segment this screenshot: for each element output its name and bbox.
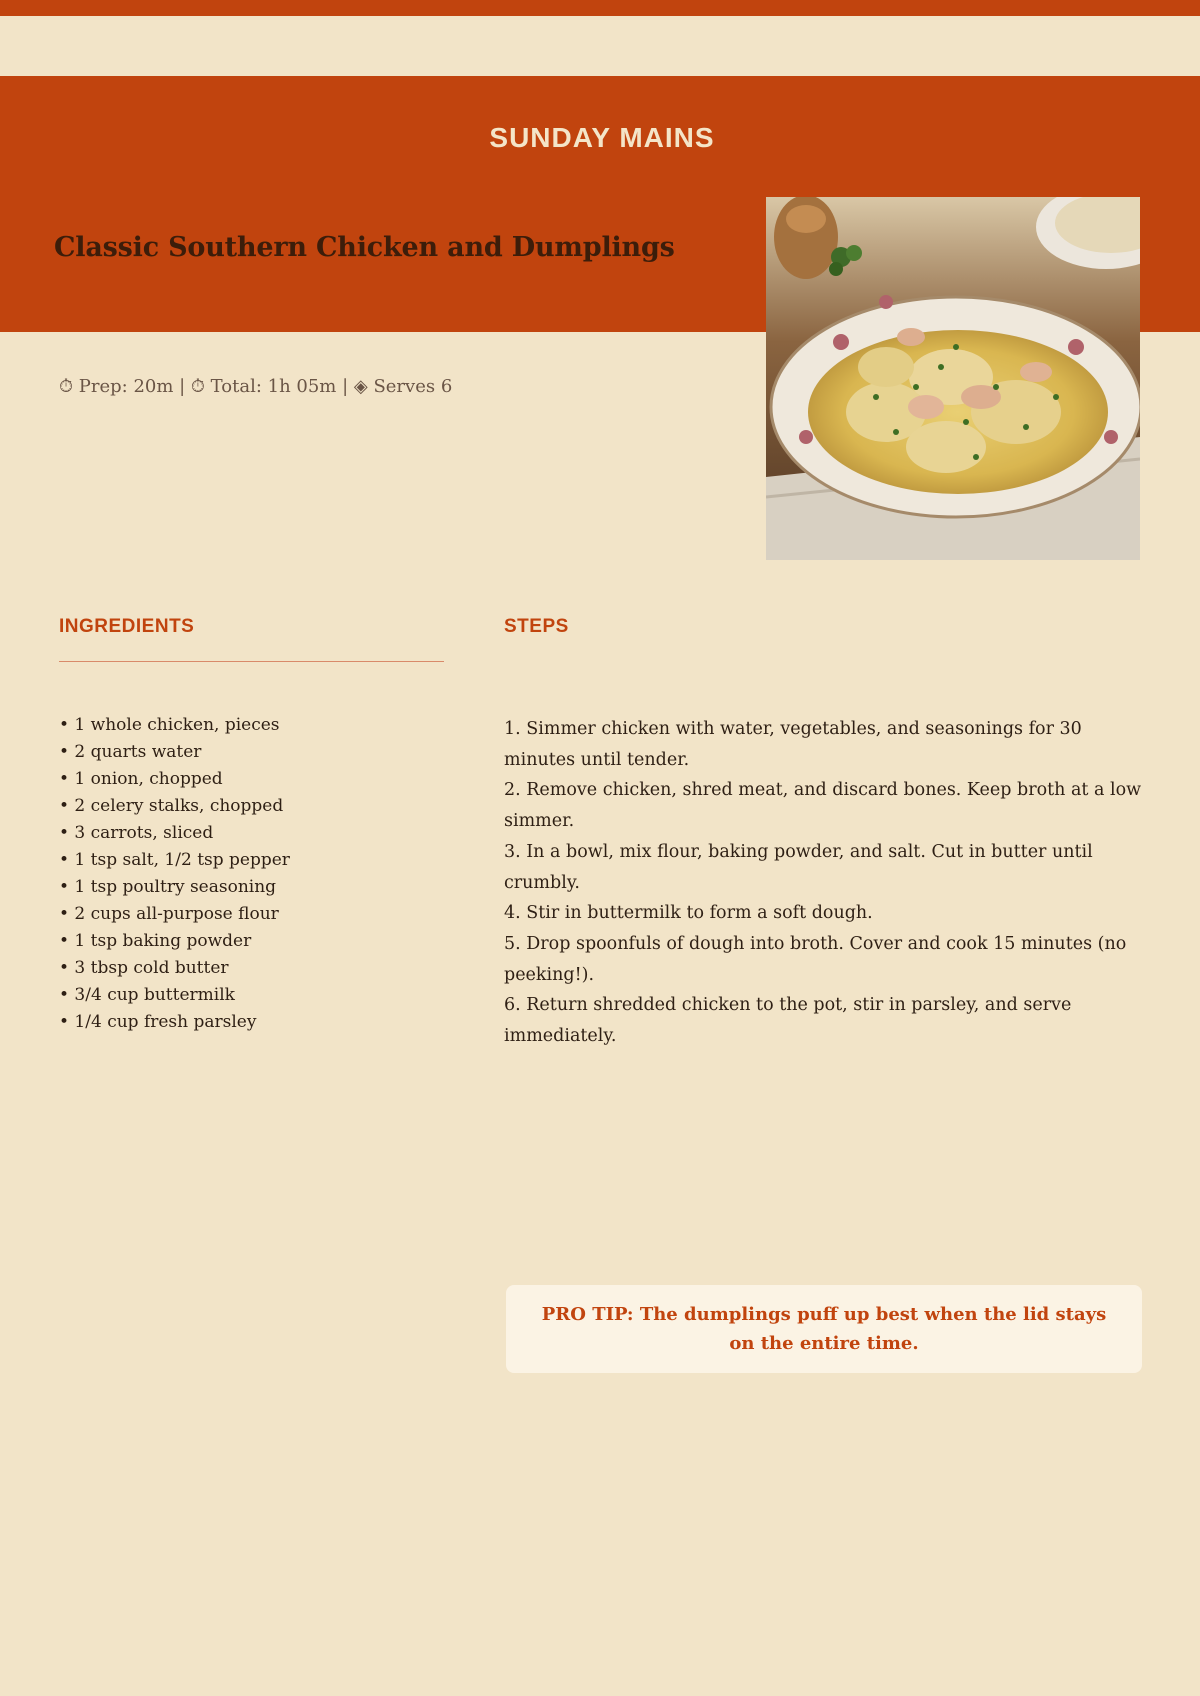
recipe-title: Classic Southern Chicken and Dumplings	[54, 232, 675, 263]
recipe-meta: ⏱ Prep: 20m | ⏱ Total: 1h 05m | ◈ Serves 6	[59, 376, 453, 397]
steps-heading: STEPS	[504, 616, 569, 637]
step-item: 5. Drop spoonfuls of dough into broth. Cover and cook 15 minutes (no peeking!).	[504, 933, 1127, 985]
ingredient-item: • 1/4 cup fresh parsley	[59, 1012, 257, 1032]
section-title: SUNDAY MAINS	[489, 122, 715, 153]
step-item: 2. Remove chicken, shred meat, and discard bones. Keep broth at a low simmer.	[504, 780, 1142, 832]
ingredients-list	[59, 712, 290, 1036]
ingredient-item: • 3/4 cup buttermilk	[59, 985, 235, 1005]
ingredient-item: • 2 celery stalks, chopped	[59, 796, 284, 816]
top-accent-strip	[0, 0, 1200, 16]
ingredient-item: • 1 tsp baking powder	[59, 931, 252, 951]
ingredient-item: • 1 onion, chopped	[59, 769, 223, 789]
ingredients-divider	[59, 661, 444, 662]
step-item: 3. In a bowl, mix flour, baking powder, and salt. Cut in butter until crumbly.	[504, 841, 1093, 893]
ingredient-item: • 2 quarts water	[59, 742, 202, 762]
recipe-photo	[766, 197, 1140, 560]
ingredient-item: • 2 cups all-purpose flour	[59, 904, 279, 924]
step-item: 6. Return shredded chicken to the pot, stir in parsley, and serve immediately.	[504, 995, 1072, 1047]
pro-tip-box	[506, 1285, 1142, 1373]
ingredient-item: • 3 tbsp cold butter	[59, 958, 229, 978]
step-item: 1. Simmer chicken with water, vegetables, and seasonings for 30 minutes until tender.	[504, 719, 1082, 770]
dish-illustration	[766, 197, 1140, 560]
ingredient-item: • 1 tsp salt, 1/2 tsp pepper	[59, 850, 290, 870]
ingredient-item: • 1 tsp poultry seasoning	[59, 877, 277, 897]
steps-list	[504, 714, 1144, 1052]
pro-tip-text: PRO TIP: The dumplings puff up best when the lid stays on the entire time.	[541, 1304, 1107, 1354]
step-item: 4. Stir in buttermilk to form a soft dough.	[504, 903, 873, 924]
ingredient-item: • 3 carrots, sliced	[59, 823, 214, 843]
ingredients-heading: INGREDIENTS	[59, 616, 195, 637]
ingredient-item: • 1 whole chicken, pieces	[59, 715, 280, 735]
